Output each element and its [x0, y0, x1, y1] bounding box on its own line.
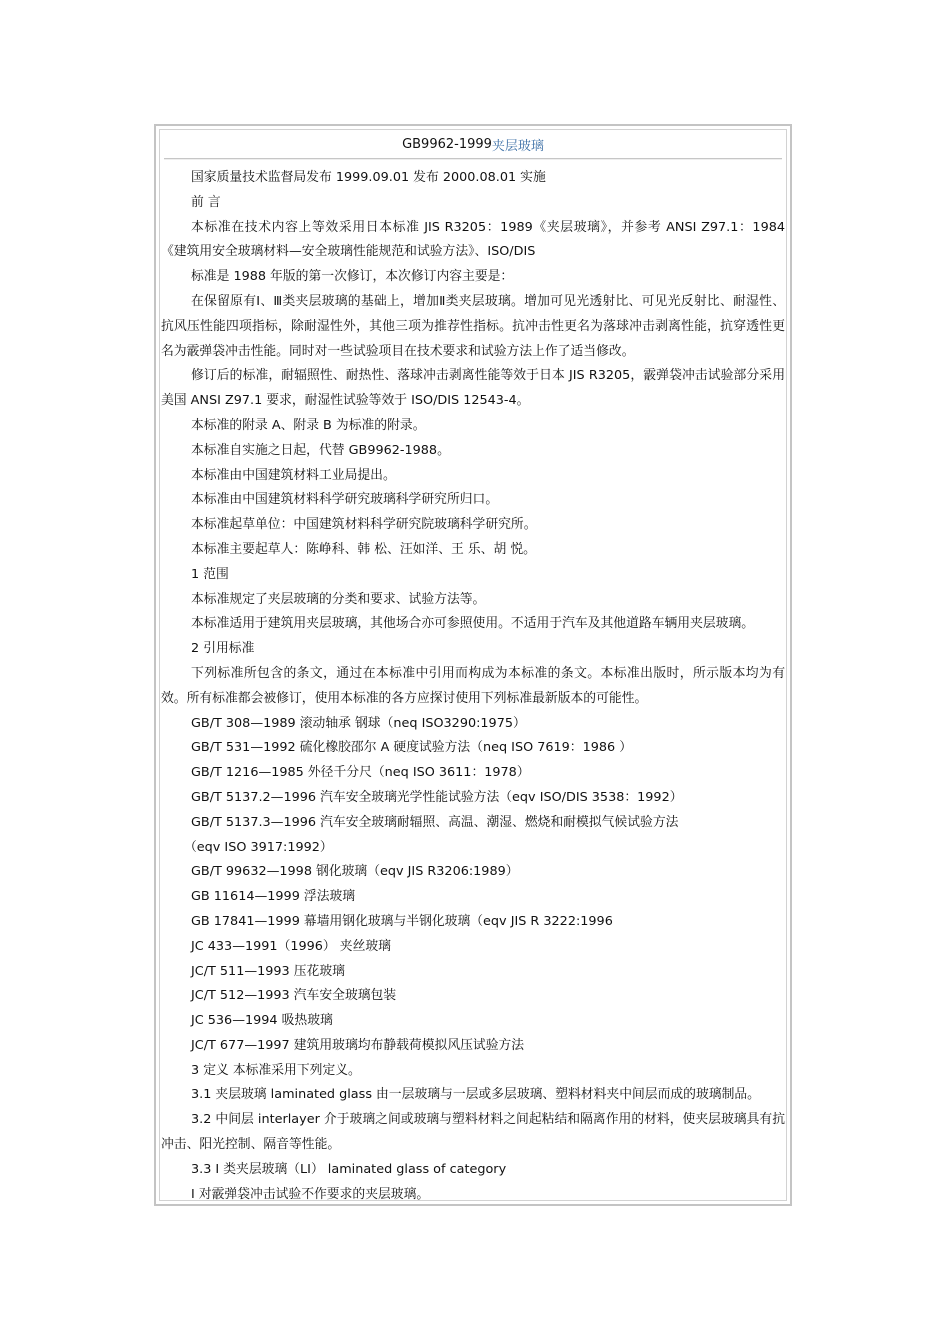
reference-item: GB/T 531—1992 硫化橡胶邵尔 A 硬度试验方法（neq ISO 7619：1986 ） — [191, 740, 633, 756]
definition-item: I 对霰弹袋冲击试验不作要求的夹层玻璃。 — [191, 1186, 430, 1202]
reference-item: JC/T 512—1993 汽车安全玻璃包装 — [191, 988, 397, 1004]
body-paragraph: 修订后的标准，耐辐照性、耐热性、落球冲击剥离性能等效于日本 JIS R3205，霰弹袋冲击试验部分采用美国 ANSI Z97.1 要求，耐湿性试验等效于 ISO/DIS 12543-4。 — [161, 368, 785, 409]
body-paragraph: 本标准由中国建筑材料科学研究玻璃科学研究所归口。 — [191, 492, 499, 508]
body-paragraph: 本标准主要起草人：陈峥科、韩 松、汪如洋、王 乐、胡 悦。 — [191, 541, 536, 557]
title-code: GB9962-1999 — [402, 136, 492, 152]
body-paragraph: 本标准的附录 A、附录 B 为标准的附录。 — [191, 417, 426, 433]
definition-item: 3.1 夹层玻璃 laminated glass 由一层玻璃与一层或多层玻璃、塑料材料夹中间层而成的玻璃制品。 — [191, 1087, 760, 1103]
reference-item: GB/T 1216—1985 外径千分尺（neq ISO 3611：1978） — [191, 765, 530, 781]
document-title — [160, 130, 786, 158]
title-link[interactable]: 夹层玻璃 — [491, 138, 544, 154]
reference-item: GB/T 5137.2—1996 汽车安全玻璃光学性能试验方法（eqv ISO/DIS 3538：1992） — [191, 789, 683, 805]
document-inner-border — [159, 129, 787, 1201]
body-paragraph: 本标准由中国建筑材料工业局提出。 — [191, 467, 396, 483]
body-paragraph: 本标准规定了夹层玻璃的分类和要求、试验方法等。 — [191, 591, 486, 607]
body-paragraph: 本标准起草单位：中国建筑材料科学研究院玻璃科学研究所。 — [191, 517, 537, 533]
reference-item: GB 11614—1999 浮法玻璃 — [191, 889, 356, 905]
body-paragraph: 本标准适用于建筑用夹层玻璃，其他场合亦可参照使用。不适用于汽车及其他道路车辆用夹层玻璃。 — [191, 616, 755, 632]
reference-item: GB/T 308—1989 滚动轴承 钢球（neq ISO3290:1975） — [191, 715, 526, 731]
reference-item: GB 17841—1999 幕墙用钢化玻璃与半钢化玻璃（eqv JIS R 3222:1996 — [191, 913, 613, 929]
section-heading-definitions: 3 定义 本标准采用下列定义。 — [191, 1062, 361, 1078]
section-heading-references: 2 引用标准 — [191, 641, 255, 657]
reference-item: JC 536—1994 吸热玻璃 — [191, 1013, 333, 1029]
body-paragraph: 在保留原有Ⅰ、Ⅲ类夹层玻璃的基础上，增加Ⅱ类夹层玻璃。增加可见光透射比、可见光反射比、耐湿性、抗风压性能四项指标，除耐湿性外，其他三项为推荐性指标。抗冲击性更名为落球冲击剥离性能，抗穿透性更名为霰弹袋冲击性能。同时对一些试验项目在技术要求和试验方法上作了适当修改。 — [161, 293, 785, 359]
reference-item: （eqv ISO 3917:1992） — [184, 839, 333, 855]
reference-item: JC 433—1991（1996） 夹丝玻璃 — [191, 938, 391, 954]
publish-info: 国家质量技术监督局发布 1999.09.01 发布 2000.08.01 实施 — [191, 170, 546, 185]
definition-item: 3.2 中间层 interlayer 介于玻璃之间或玻璃与塑料材料之间起粘结和隔离作用的材料，使夹层玻璃具有抗冲击、阳光控制、隔音等性能。 — [161, 1112, 785, 1153]
body-paragraph: 本标准在技术内容上等效采用日本标准 JIS R3205：1989《夹层玻璃》，并参考 ANSI Z97.1：1984《建筑用安全玻璃材料—安全玻璃性能规范和试验方法》、ISO/DIS — [161, 219, 785, 260]
reference-item: GB/T 5137.3—1996 汽车安全玻璃耐辐照、高温、潮湿、燃烧和耐模拟气候试验方法 — [191, 814, 679, 830]
section-heading-scope: 1 范围 — [191, 566, 229, 582]
body-paragraph: 标准是 1988 年版的第一次修订，本次修订内容主要是： — [191, 269, 514, 285]
body-paragraph: 本标准自实施之日起，代替 GB9962-1988。 — [191, 442, 450, 458]
reference-item: JC/T 677—1997 建筑用玻璃均布静载荷模拟风压试验方法 — [191, 1037, 525, 1053]
reference-item: GB/T 99632—1998 钢化玻璃（eqv JIS R3206:1989） — [191, 864, 519, 880]
section-heading-foreword: 前 言 — [191, 194, 221, 210]
body-paragraph: 下列标准所包含的条文，通过在本标准中引用而构成为本标准的条文。本标准出版时，所示版本均为有效。所有标准都会被修订，使用本标准的各方应探讨使用下列标准最新版本的可能性。 — [161, 665, 785, 706]
definition-item: 3.3 I 类夹层玻璃（LI） laminated glass of category — [191, 1161, 507, 1177]
document-body — [160, 160, 786, 1207]
document-frame — [154, 124, 792, 1206]
reference-item: JC/T 511—1993 压花玻璃 — [191, 963, 345, 979]
